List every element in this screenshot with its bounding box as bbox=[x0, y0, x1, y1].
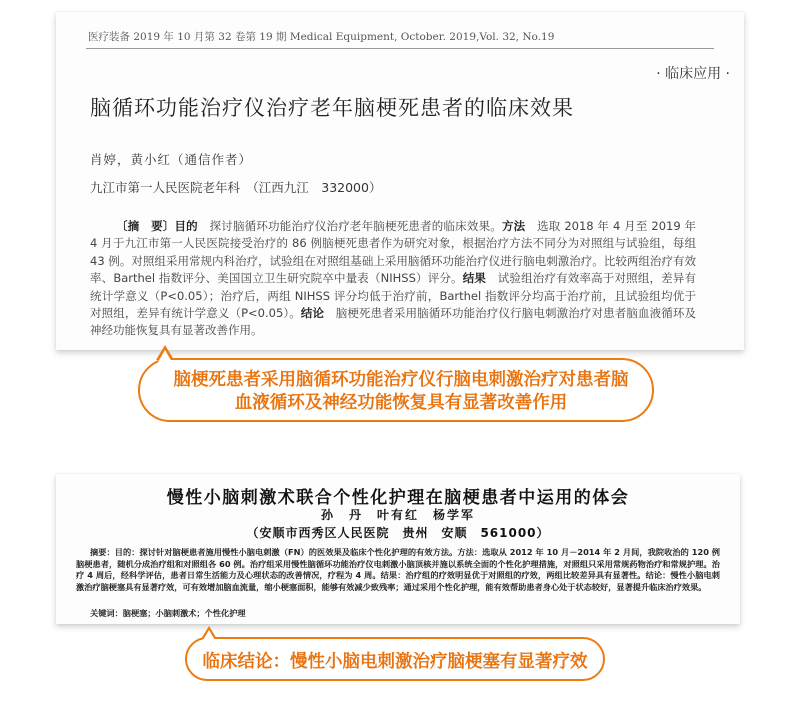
abstract-conclusion: 脑梗死患者采用脑循环功能治疗仪行脑电刺激治疗对患者脑血液循环及神经功能恢复具有显著改善作用。 bbox=[90, 306, 696, 338]
abstract-label: 〔摘 要〕目的 bbox=[116, 219, 198, 233]
callout-text: 脑梗死患者采用脑循环功能治疗仪行脑电刺激治疗对患者脑血液循环及神经功能恢复具有显著改善作用 bbox=[173, 370, 629, 413]
abstract bbox=[90, 218, 696, 340]
callout-text: 临床结论：慢性小脑电刺激治疗脑梗塞有显著疗效 bbox=[202, 652, 588, 672]
abstract-results: 试验组治疗有效率高于对照组，差异有统计学意义（P<0.05）；治疗后，两组 NIHSS 评分均低于治疗前，Barthel 指数评分均高于治疗前，且试验组均优于对照组，差异有统计学意义（P<0.05）。 bbox=[90, 271, 696, 321]
authors: 肖婷，黄小红（通信作者） bbox=[90, 152, 253, 167]
abstract-objective: 探讨脑循环功能治疗仪治疗老年脑梗死患者的临床效果。 bbox=[197, 219, 502, 233]
affiliation: 九江市第一人民医院老年科 （江西九江 332000） bbox=[90, 180, 382, 195]
header-rule bbox=[86, 48, 714, 49]
results-label: 结果 bbox=[462, 271, 487, 286]
conclusion-label: 结论 bbox=[300, 306, 325, 321]
keywords: 关键词：脑梗塞；小脑刺激术；个性化护理 bbox=[90, 608, 246, 618]
article-excerpt-2 bbox=[56, 474, 740, 624]
authors: 孙 丹 叶有红 杨学军 bbox=[320, 508, 475, 522]
conclusion-callout-1 bbox=[138, 358, 654, 422]
journal-header: 医疗装备 2019 年 10 月第 32 卷第 19 期 Medical Equipment, October. 2019,Vol. 32, No.19 bbox=[88, 31, 555, 43]
abstract-methods: 选取 2018 年 4 月至 2019 年 4 月于九江市第一人民医院接受治疗的 86 例脑梗死患者作为研究对象，根据治疗方法不同分为对照组与试验组，每组 43 例。对照组采用常规内科治疗，试验组在对照组基础上采用脑循环功能治疗仪进行脑电刺激治疗。比较两组治疗有效率、Barthel 指数评分、美国国立卫生研究院卒中量表（NIHSS）评分。 bbox=[90, 219, 697, 286]
methods-label: 方法 bbox=[501, 219, 526, 233]
article-title: 脑循环功能治疗仪治疗老年脑梗死患者的临床效果 bbox=[90, 96, 574, 120]
article-title: 慢性小脑刺激术联合个性化护理在脑梗患者中运用的体会 bbox=[166, 488, 630, 508]
article-excerpt-1 bbox=[56, 12, 744, 350]
conclusion-callout-2 bbox=[185, 637, 605, 681]
abstract: 摘要：目的：探讨针对脑梗患者施用慢性小脑电刺激（FN）的医效果及临床个性化护理的有效方法。方法：选取从 2012 年 10 月－2014 年 2 月间，我院收治的 120 例脑梗患者，随机分成治疗组和对照组各 60 例。治疗组采用慢性脑循环功能治疗仪电刺激小脑顶核并施以系统全面的个性化护理措施，对照组只采用常规药物治疗和常规护理。治疗 4 周后，经科学评估，患者日常生活能力及心理状态的改善情况，疗程为 4 周。结果：治疗组的疗效明显优于对照组的疗效，两组比较差异具有显著性。结论：慢性小脑电刺激治疗脑梗塞具有显著疗效，可有效增加脑血流量，缩小梗塞面积，能够有效减少致残率；通过采用个性化护理，能有效帮助患者身心处于状态较好，显著提升临床治疗效果。 bbox=[76, 547, 720, 592]
affiliation: （安顺市西秀区人民医院 贵州 安顺 561000） bbox=[246, 526, 550, 540]
section-label: · 临床应用 · bbox=[656, 66, 730, 82]
